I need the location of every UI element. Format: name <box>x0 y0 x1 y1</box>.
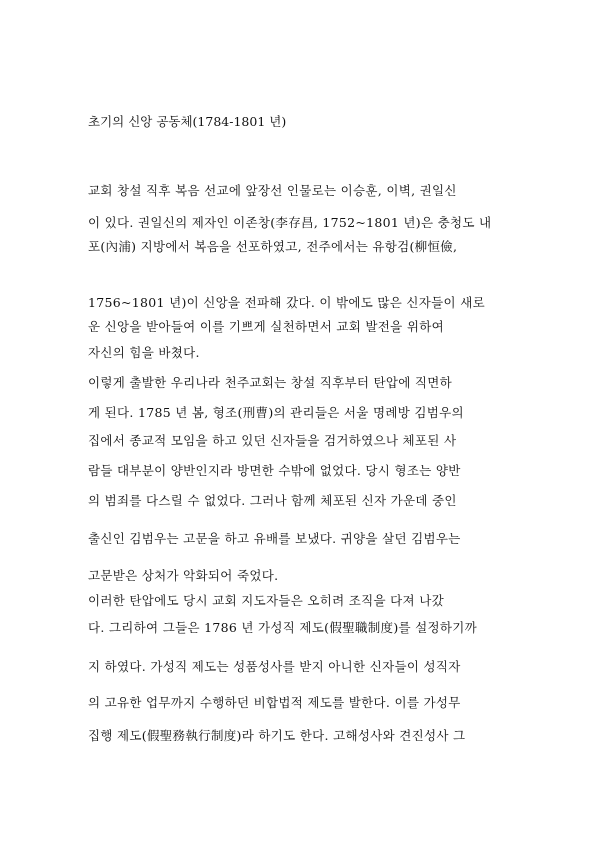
body-line: 집에서 종교적 모임을 하고 있던 신자들을 검거하였으나 체포된 사 <box>88 433 457 448</box>
body-line: 의 고유한 업무까지 수행하던 비합법적 제도를 발한다. 이를 가성무 <box>88 695 461 710</box>
body-line: 집행 제도(假聖務執行制度)라 하기도 한다. 고해성사와 견진성사 그 <box>88 728 466 743</box>
body-line: 교회 창설 직후 복음 선교에 앞장선 인물로는 이승훈, 이벽, 권일신 <box>88 183 457 198</box>
body-line: 출신인 김범우는 고문을 하고 유배를 보냈다. 귀양을 살던 김범우는 <box>88 531 461 546</box>
body-line: 게 된다. 1785 년 봄, 형조(刑曹)의 관리들은 서울 명례방 김범우의 <box>88 405 464 420</box>
body-line: 이 있다. 권일신의 제자인 이존창(李存昌, 1752~1801 년)은 충청도 내 <box>88 215 492 230</box>
body-line: 운 신앙을 받아들여 이를 기쁘게 실천하면서 교회 발전을 위하여 <box>88 319 444 334</box>
body-line: 이렇게 출발한 우리나라 천주교회는 창설 직후부터 탄압에 직면하 <box>88 375 453 390</box>
body-line: 1756~1801 년)이 신앙을 전파해 갔다. 이 밖에도 많은 신자들이 새로 <box>88 295 485 310</box>
body-line: 이러한 탄압에도 당시 교회 지도자들은 오히려 조직을 다져 나갔 <box>88 593 444 608</box>
section-heading: 초기의 신앙 공동체(1784-1801 년) <box>88 114 287 129</box>
body-line: 포(內浦) 지방에서 복음을 선포하였고, 전주에서는 유항검(柳恒儉, <box>88 239 458 254</box>
body-line: 고문받은 상처가 악화되어 죽었다. <box>88 568 279 583</box>
body-line: 다. 그리하여 그들은 1786 년 가성직 제도(假聖職制度)를 설정하기까 <box>88 620 478 635</box>
body-line: 의 범죄를 다스릴 수 없었다. 그러나 함께 체포된 신자 가운데 중인 <box>88 493 457 508</box>
body-line: 람들 대부분이 양반인지라 방면한 수밖에 없었다. 당시 형조는 양반 <box>88 463 461 478</box>
body-line: 지 하였다. 가성직 제도는 성품성사를 받지 아니한 신자들이 성직자 <box>88 659 461 674</box>
body-line: 자신의 힘을 바쳤다. <box>88 345 200 360</box>
